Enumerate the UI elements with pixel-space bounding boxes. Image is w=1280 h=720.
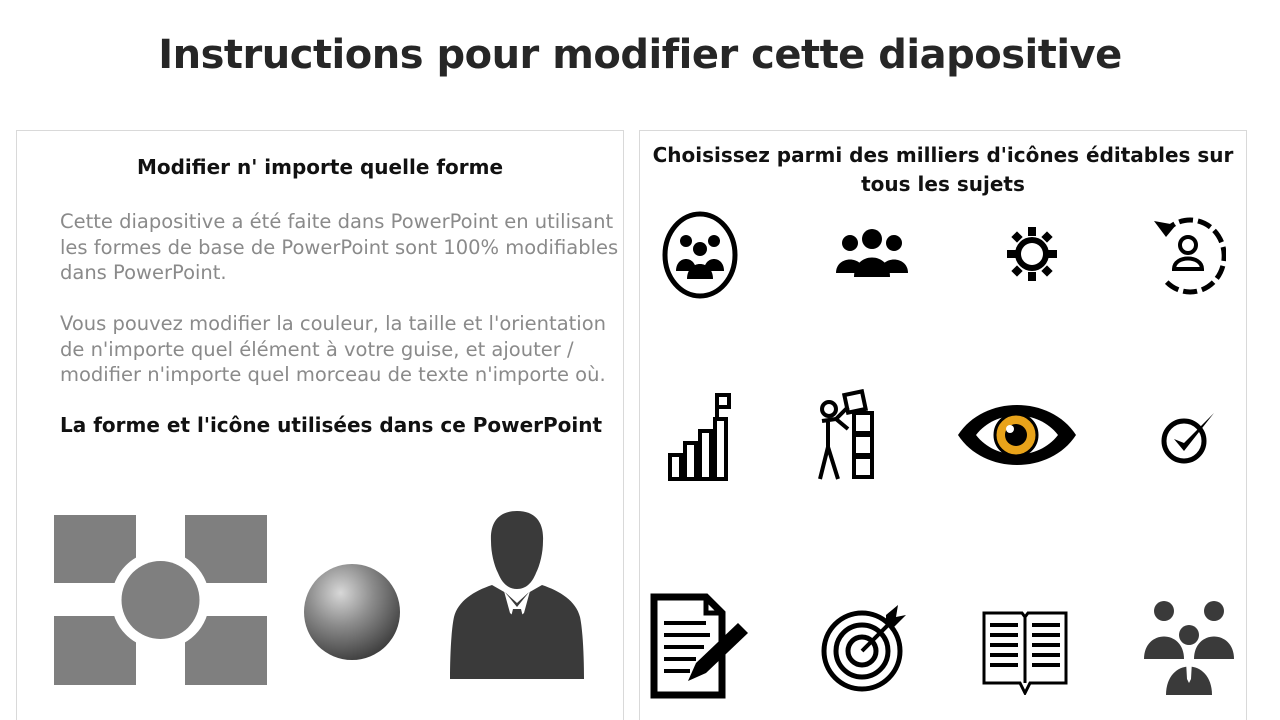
eye-icon	[956, 395, 1078, 475]
businessman-silhouette	[450, 509, 584, 679]
slide-title: Instructions pour modifier cette diapositive	[158, 32, 1122, 78]
description-paragraph-2: Vous pouvez modifier la couleur, la taille et l'orientation de n'importe quel élément à votre guise, et ajouter / modifier n'importe quel morceau de texte n'importe où.	[60, 312, 606, 386]
open-book-icon	[980, 609, 1070, 695]
left-panel	[16, 130, 624, 720]
growth-chart-flag-icon	[667, 391, 733, 481]
sphere-shape	[303, 563, 401, 661]
cross-circle-shape	[54, 515, 267, 685]
right-panel	[639, 130, 1247, 720]
right-panel-heading: Choisissez parmi des milliers d'icônes éditables sur tous les sujets	[652, 143, 1234, 196]
gear-icon	[1007, 227, 1057, 281]
check-circle-icon	[1160, 409, 1216, 465]
left-panel-heading: Modifier n' importe quelle forme	[136, 155, 504, 179]
team-circle-icon	[662, 211, 738, 299]
document-pen-icon	[650, 593, 750, 699]
description-paragraph-1: Cette diapositive a été faite dans PowerPoint en utilisant les formes de base de PowerPoint sont 100% modifiables dans PowerPoint.	[60, 210, 619, 284]
businessmen-group-icon	[1144, 599, 1234, 695]
person-stacking-blocks-icon	[812, 389, 876, 483]
group-people-icon	[836, 229, 908, 277]
target-arrow-icon	[820, 603, 906, 695]
shapes-subheading: La forme et l'icône utilisées dans ce PowerPoint	[60, 413, 603, 437]
user-refresh-icon	[1150, 211, 1226, 297]
